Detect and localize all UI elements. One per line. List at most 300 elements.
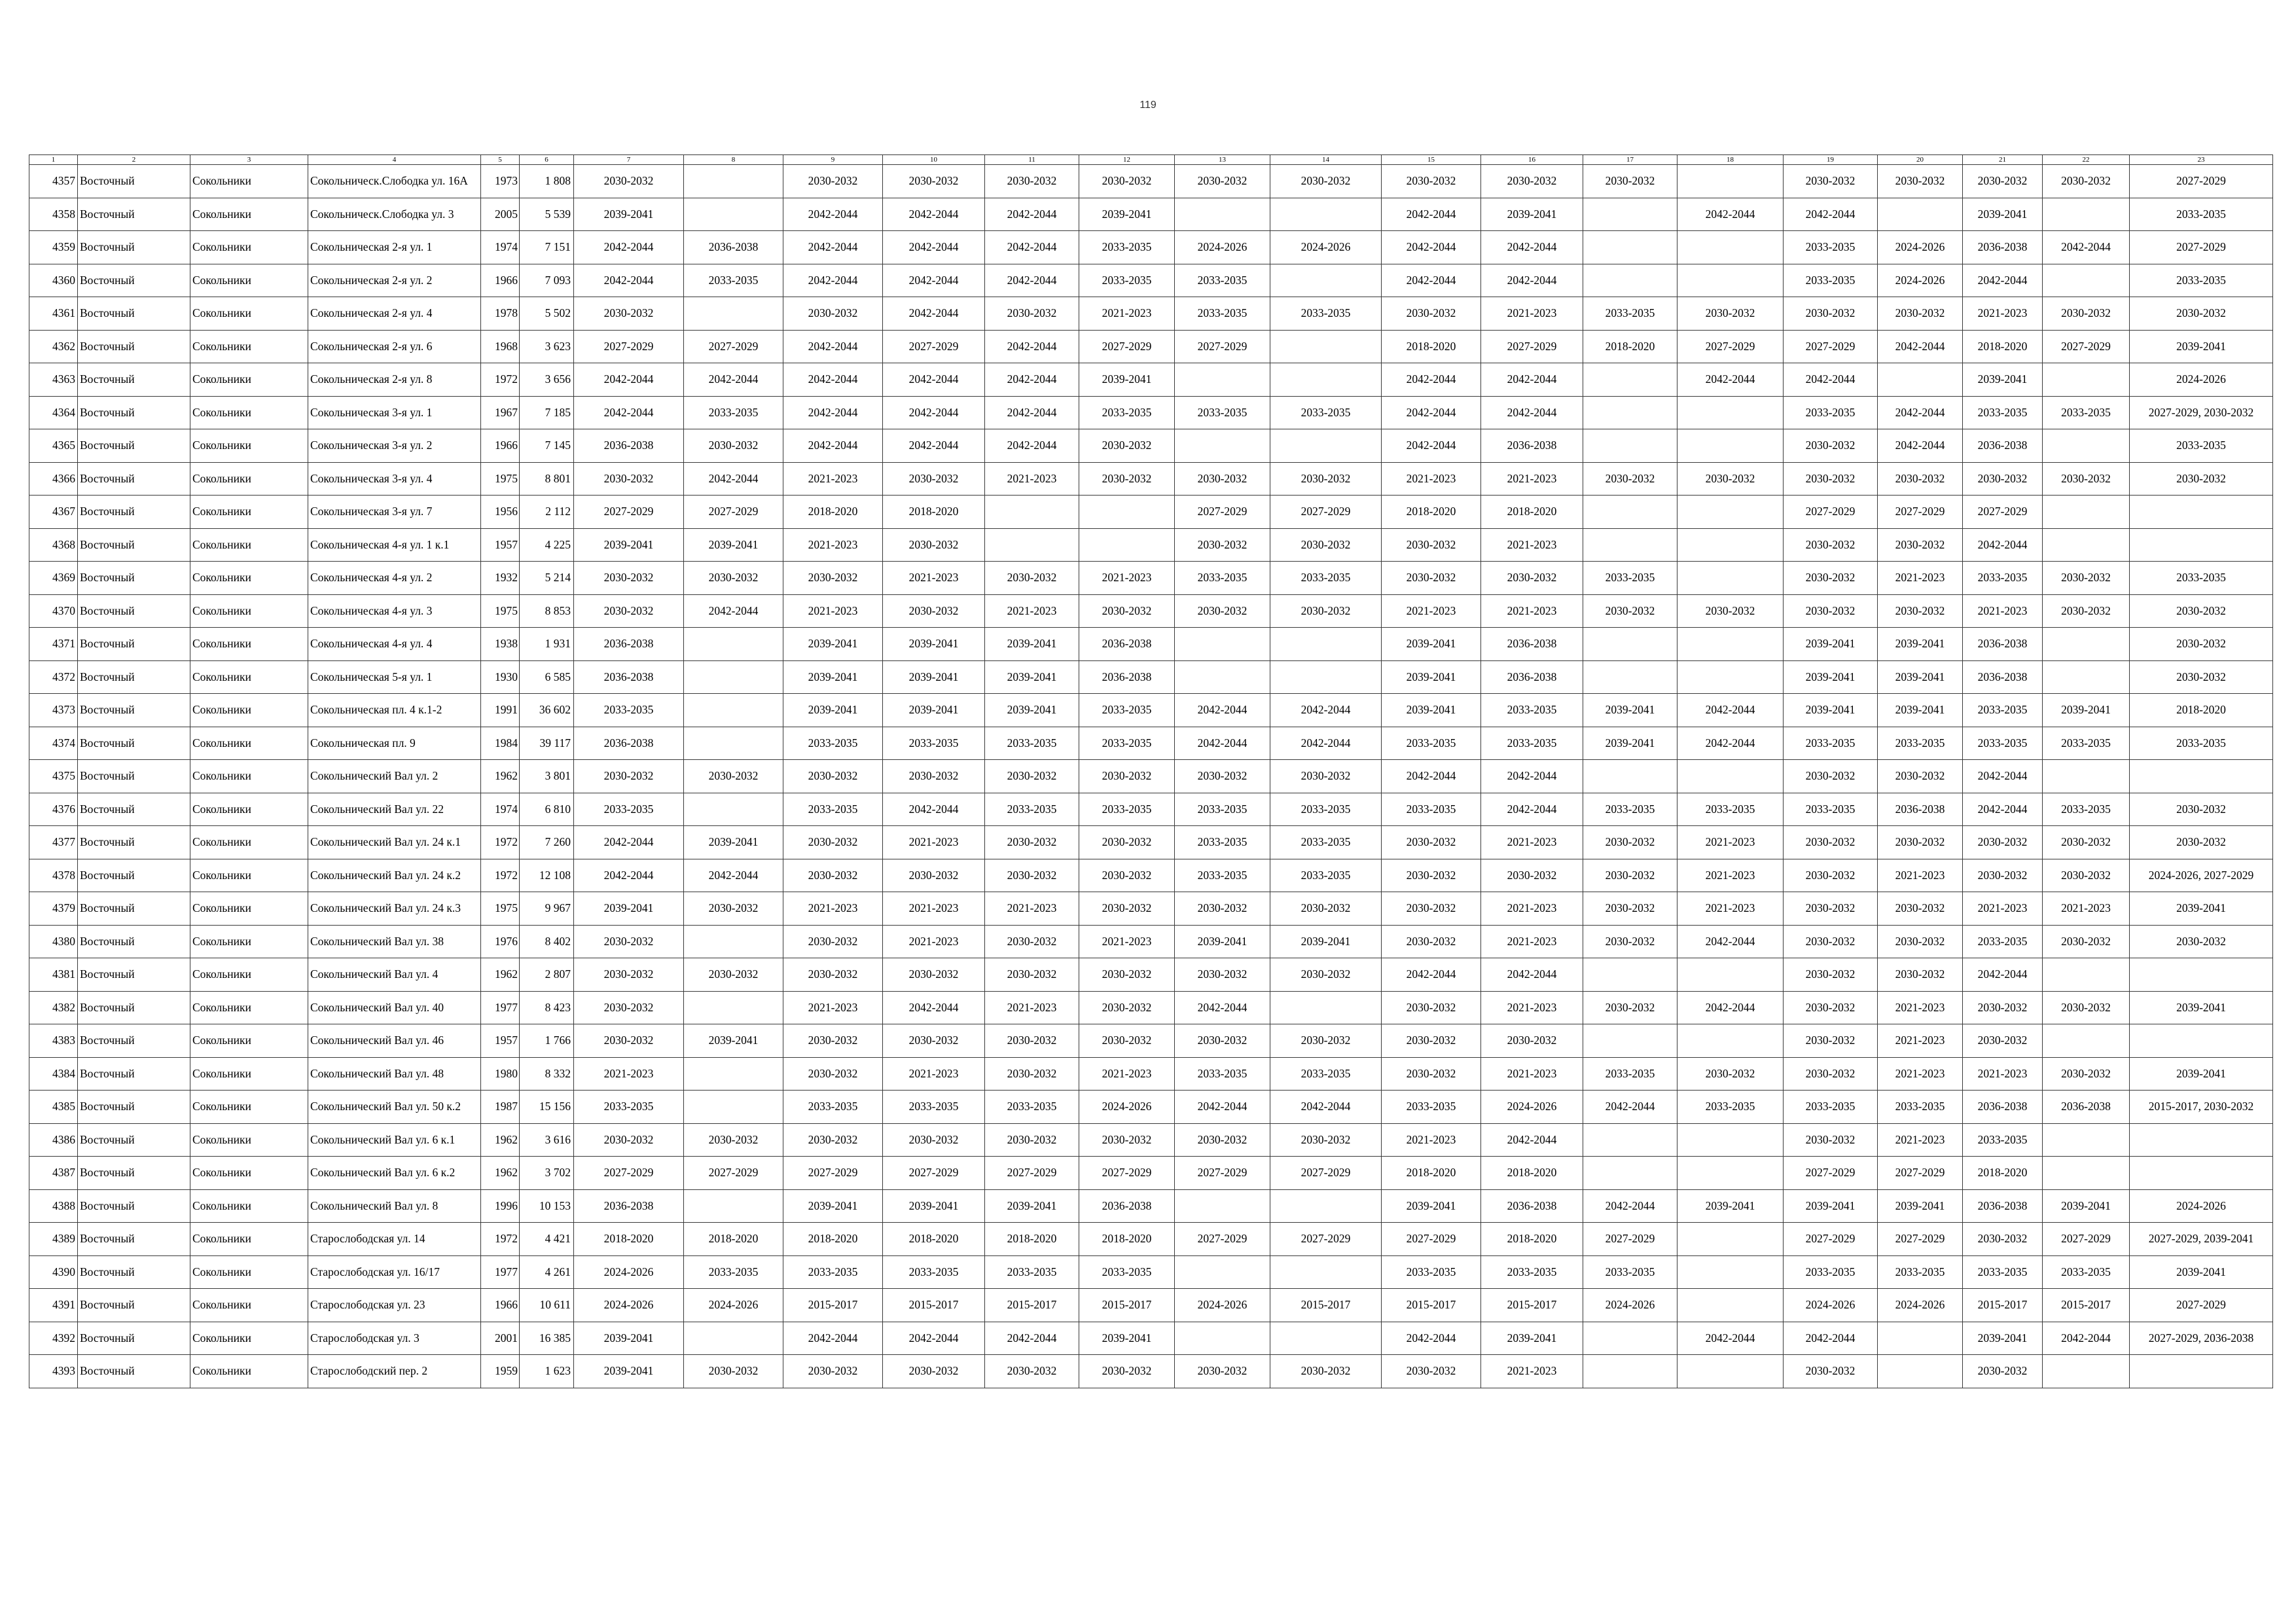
table-cell-col-10: 2042-2044 bbox=[883, 429, 985, 463]
table-cell-col-9: 2030-2032 bbox=[783, 1355, 883, 1388]
table-cell-col-12: 2033-2035 bbox=[1079, 396, 1175, 429]
table-cell-col-16: 2042-2044 bbox=[1481, 958, 1583, 992]
table-row bbox=[29, 793, 2273, 826]
table-cell-col-20: 2030-2032 bbox=[1878, 958, 1963, 992]
table-cell-col-14: 2030-2032 bbox=[1270, 528, 1382, 562]
table-cell-col-6: 7 151 bbox=[520, 231, 574, 264]
table-cell-col-12: 2033-2035 bbox=[1079, 727, 1175, 760]
table-cell-col-4: Сокольническая пл. 4 к.1-2 bbox=[308, 694, 481, 727]
table-cell-col-14: 2030-2032 bbox=[1270, 1024, 1382, 1058]
table-cell-col-7: 2039-2041 bbox=[574, 892, 684, 926]
column-number: 6 bbox=[520, 155, 574, 165]
table-cell-col-2: Восточный bbox=[78, 562, 190, 595]
table-cell-col-15: 2042-2044 bbox=[1382, 396, 1481, 429]
column-number: 16 bbox=[1481, 155, 1583, 165]
table-cell-col-10: 2042-2044 bbox=[883, 231, 985, 264]
table-cell-col-5: 1930 bbox=[481, 660, 520, 694]
table-cell-col-1: 4391 bbox=[29, 1289, 78, 1322]
table-cell-col-16: 2039-2041 bbox=[1481, 1322, 1583, 1355]
table-cell-col-12: 2036-2038 bbox=[1079, 628, 1175, 661]
table-cell-col-13: 2027-2029 bbox=[1175, 1157, 1270, 1190]
table-cell-col-18: 2042-2044 bbox=[1677, 925, 1784, 958]
table-cell-col-20: 2039-2041 bbox=[1878, 628, 1963, 661]
table-cell-col-19: 2030-2032 bbox=[1784, 925, 1878, 958]
table-cell-col-23: 2033-2035 bbox=[2130, 429, 2273, 463]
table-cell-col-6: 12 108 bbox=[520, 859, 574, 892]
table-cell-col-3: Сокольники bbox=[190, 826, 308, 859]
table-cell-col-6: 15 156 bbox=[520, 1091, 574, 1124]
table-cell-col-14 bbox=[1270, 628, 1382, 661]
table-cell-col-13 bbox=[1175, 1322, 1270, 1355]
table-cell-col-3: Сокольники bbox=[190, 1255, 308, 1289]
table-cell-col-19: 2033-2035 bbox=[1784, 727, 1878, 760]
table-cell-col-8 bbox=[684, 925, 783, 958]
table-cell-col-2: Восточный bbox=[78, 363, 190, 397]
table-cell-col-7: 2030-2032 bbox=[574, 462, 684, 496]
table-cell-col-8: 2018-2020 bbox=[684, 1223, 783, 1256]
table-cell-col-19: 2030-2032 bbox=[1784, 760, 1878, 793]
table-cell-col-22 bbox=[2043, 660, 2130, 694]
table-cell-col-1: 4366 bbox=[29, 462, 78, 496]
table-cell-col-14 bbox=[1270, 363, 1382, 397]
table-cell-col-21: 2036-2038 bbox=[1963, 1189, 2043, 1223]
table-cell-col-3: Сокольники bbox=[190, 264, 308, 297]
table-cell-col-23 bbox=[2130, 1157, 2273, 1190]
table-cell-col-10: 2042-2044 bbox=[883, 264, 985, 297]
table-cell-col-17 bbox=[1583, 628, 1677, 661]
table-row bbox=[29, 760, 2273, 793]
table-cell-col-21: 2033-2035 bbox=[1963, 1255, 2043, 1289]
table-cell-col-20: 2030-2032 bbox=[1878, 760, 1963, 793]
table-cell-col-17 bbox=[1583, 1322, 1677, 1355]
table-cell-col-14: 2042-2044 bbox=[1270, 1091, 1382, 1124]
table-cell-col-7: 2033-2035 bbox=[574, 793, 684, 826]
table-cell-col-10: 2018-2020 bbox=[883, 496, 985, 529]
table-cell-col-19: 2033-2035 bbox=[1784, 396, 1878, 429]
table-cell-col-20: 2042-2044 bbox=[1878, 330, 1963, 363]
table-cell-col-6: 8 423 bbox=[520, 991, 574, 1024]
table-cell-col-12: 2030-2032 bbox=[1079, 826, 1175, 859]
table-cell-col-14: 2033-2035 bbox=[1270, 1057, 1382, 1091]
column-number: 17 bbox=[1583, 155, 1677, 165]
table-cell-col-11: 2021-2023 bbox=[985, 462, 1079, 496]
table-cell-col-23: 2018-2020 bbox=[2130, 694, 2273, 727]
table-cell-col-11: 2030-2032 bbox=[985, 562, 1079, 595]
table-cell-col-16: 2021-2023 bbox=[1481, 297, 1583, 331]
table-cell-col-2: Восточный bbox=[78, 594, 190, 628]
table-cell-col-7: 2036-2038 bbox=[574, 429, 684, 463]
table-cell-col-15: 2018-2020 bbox=[1382, 330, 1481, 363]
table-cell-col-2: Восточный bbox=[78, 1223, 190, 1256]
table-cell-col-14: 2042-2044 bbox=[1270, 727, 1382, 760]
table-cell-col-4: Сокольнический Вал ул. 24 к.1 bbox=[308, 826, 481, 859]
table-cell-col-12: 2018-2020 bbox=[1079, 1223, 1175, 1256]
table-cell-col-6: 10 153 bbox=[520, 1189, 574, 1223]
table-cell-col-8: 2027-2029 bbox=[684, 330, 783, 363]
table-cell-col-3: Сокольники bbox=[190, 198, 308, 231]
table-cell-col-11: 2042-2044 bbox=[985, 1322, 1079, 1355]
table-cell-col-22 bbox=[2043, 760, 2130, 793]
table-cell-col-20: 2033-2035 bbox=[1878, 1091, 1963, 1124]
table-cell-col-1: 4377 bbox=[29, 826, 78, 859]
table-cell-col-13: 2024-2026 bbox=[1175, 231, 1270, 264]
table-cell-col-11: 2033-2035 bbox=[985, 1091, 1079, 1124]
table-cell-col-20: 2033-2035 bbox=[1878, 727, 1963, 760]
table-cell-col-8: 2036-2038 bbox=[684, 231, 783, 264]
table-cell-col-20: 2021-2023 bbox=[1878, 859, 1963, 892]
table-cell-col-6: 1 623 bbox=[520, 1355, 574, 1388]
table-cell-col-23: 2030-2032 bbox=[2130, 297, 2273, 331]
table-cell-col-9: 2030-2032 bbox=[783, 760, 883, 793]
table-cell-col-6: 1 808 bbox=[520, 165, 574, 198]
table-cell-col-1: 4360 bbox=[29, 264, 78, 297]
table-cell-col-15: 2030-2032 bbox=[1382, 925, 1481, 958]
table-cell-col-8: 2030-2032 bbox=[684, 1355, 783, 1388]
table-cell-col-11: 2030-2032 bbox=[985, 859, 1079, 892]
table-cell-col-1: 4387 bbox=[29, 1157, 78, 1190]
column-number: 1 bbox=[29, 155, 78, 165]
table-cell-col-18 bbox=[1677, 1255, 1784, 1289]
table-cell-col-18 bbox=[1677, 496, 1784, 529]
table-cell-col-21: 2033-2035 bbox=[1963, 727, 2043, 760]
table-cell-col-20 bbox=[1878, 198, 1963, 231]
table-row bbox=[29, 859, 2273, 892]
table-cell-col-23 bbox=[2130, 760, 2273, 793]
table-cell-col-11: 2039-2041 bbox=[985, 694, 1079, 727]
table-cell-col-12: 2039-2041 bbox=[1079, 363, 1175, 397]
table-cell-col-3: Сокольники bbox=[190, 859, 308, 892]
table-cell-col-9: 2039-2041 bbox=[783, 660, 883, 694]
table-row bbox=[29, 1255, 2273, 1289]
table-cell-col-10: 2033-2035 bbox=[883, 1091, 985, 1124]
table-cell-col-3: Сокольники bbox=[190, 330, 308, 363]
table-cell-col-18 bbox=[1677, 1157, 1784, 1190]
table-cell-col-23: 2024-2026 bbox=[2130, 363, 2273, 397]
table-cell-col-2: Восточный bbox=[78, 496, 190, 529]
table-cell-col-23: 2030-2032 bbox=[2130, 660, 2273, 694]
table-cell-col-9: 2015-2017 bbox=[783, 1289, 883, 1322]
table-cell-col-23: 2039-2041 bbox=[2130, 892, 2273, 926]
table-cell-col-5: 1972 bbox=[481, 1223, 520, 1256]
table-cell-col-15: 2030-2032 bbox=[1382, 859, 1481, 892]
table-cell-col-7: 2030-2032 bbox=[574, 165, 684, 198]
table-cell-col-16: 2039-2041 bbox=[1481, 198, 1583, 231]
table-cell-col-6: 1 766 bbox=[520, 1024, 574, 1058]
table-cell-col-5: 1962 bbox=[481, 760, 520, 793]
table-cell-col-14: 2039-2041 bbox=[1270, 925, 1382, 958]
table-cell-col-14: 2030-2032 bbox=[1270, 1355, 1382, 1388]
table-cell-col-4: Сокольническ.Слободка ул. 16А bbox=[308, 165, 481, 198]
table-cell-col-7: 2030-2032 bbox=[574, 958, 684, 992]
table-cell-col-23: 2027-2029 bbox=[2130, 165, 2273, 198]
table-cell-col-15: 2021-2023 bbox=[1382, 1123, 1481, 1157]
table-cell-col-6: 4 225 bbox=[520, 528, 574, 562]
table-cell-col-17: 2027-2029 bbox=[1583, 1223, 1677, 1256]
table-row bbox=[29, 1355, 2273, 1388]
table-cell-col-13: 2042-2044 bbox=[1175, 991, 1270, 1024]
table-cell-col-15: 2033-2035 bbox=[1382, 793, 1481, 826]
table-cell-col-15: 2042-2044 bbox=[1382, 958, 1481, 992]
table-cell-col-14: 2033-2035 bbox=[1270, 396, 1382, 429]
table-cell-col-5: 1975 bbox=[481, 892, 520, 926]
table-cell-col-6: 1 931 bbox=[520, 628, 574, 661]
table-cell-col-9: 2039-2041 bbox=[783, 1189, 883, 1223]
table-cell-col-11: 2033-2035 bbox=[985, 1255, 1079, 1289]
table-cell-col-1: 4385 bbox=[29, 1091, 78, 1124]
table-cell-col-7: 2024-2026 bbox=[574, 1255, 684, 1289]
table-cell-col-12: 2033-2035 bbox=[1079, 231, 1175, 264]
table-cell-col-23: 2039-2041 bbox=[2130, 330, 2273, 363]
table-cell-col-21: 2030-2032 bbox=[1963, 462, 2043, 496]
table-row bbox=[29, 363, 2273, 397]
table-cell-col-3: Сокольники bbox=[190, 496, 308, 529]
column-number: 7 bbox=[574, 155, 684, 165]
table-cell-col-4: Сокольническая 4-я ул. 4 bbox=[308, 628, 481, 661]
column-number: 11 bbox=[985, 155, 1079, 165]
table-cell-col-15: 2018-2020 bbox=[1382, 1157, 1481, 1190]
table-cell-col-10: 2033-2035 bbox=[883, 1255, 985, 1289]
table-cell-col-1: 4365 bbox=[29, 429, 78, 463]
table-cell-col-20: 2027-2029 bbox=[1878, 1223, 1963, 1256]
table-cell-col-3: Сокольники bbox=[190, 760, 308, 793]
table-cell-col-10: 2021-2023 bbox=[883, 892, 985, 926]
table-cell-col-14: 2027-2029 bbox=[1270, 1157, 1382, 1190]
table-cell-col-2: Восточный bbox=[78, 892, 190, 926]
table-cell-col-9: 2027-2029 bbox=[783, 1157, 883, 1190]
table-cell-col-1: 4392 bbox=[29, 1322, 78, 1355]
table-cell-col-10: 2039-2041 bbox=[883, 628, 985, 661]
table-cell-col-20: 2021-2023 bbox=[1878, 1123, 1963, 1157]
table-cell-col-9: 2042-2044 bbox=[783, 363, 883, 397]
table-cell-col-2: Восточный bbox=[78, 231, 190, 264]
table-cell-col-14: 2024-2026 bbox=[1270, 231, 1382, 264]
table-cell-col-2: Восточный bbox=[78, 1091, 190, 1124]
table-cell-col-17: 2033-2035 bbox=[1583, 1255, 1677, 1289]
table-cell-col-3: Сокольники bbox=[190, 1223, 308, 1256]
table-cell-col-19: 2027-2029 bbox=[1784, 1157, 1878, 1190]
page-number: 119 bbox=[1139, 99, 1157, 111]
table-cell-col-9: 2030-2032 bbox=[783, 1123, 883, 1157]
table-cell-col-5: 1966 bbox=[481, 264, 520, 297]
table-cell-col-21: 2036-2038 bbox=[1963, 628, 2043, 661]
table-cell-col-13: 2042-2044 bbox=[1175, 1091, 1270, 1124]
table-cell-col-10: 2033-2035 bbox=[883, 727, 985, 760]
table-cell-col-22 bbox=[2043, 198, 2130, 231]
table-cell-col-17 bbox=[1583, 198, 1677, 231]
table-cell-col-10: 2030-2032 bbox=[883, 528, 985, 562]
table-cell-col-11: 2030-2032 bbox=[985, 1024, 1079, 1058]
table-cell-col-23: 2027-2029 bbox=[2130, 1289, 2273, 1322]
table-cell-col-14: 2027-2029 bbox=[1270, 496, 1382, 529]
table-cell-col-5: 1959 bbox=[481, 1355, 520, 1388]
table-cell-col-18: 2033-2035 bbox=[1677, 793, 1784, 826]
table-cell-col-13: 2033-2035 bbox=[1175, 297, 1270, 331]
table-cell-col-23: 2027-2029, 2030-2032 bbox=[2130, 396, 2273, 429]
table-cell-col-9: 2039-2041 bbox=[783, 694, 883, 727]
table-cell-col-12: 2024-2026 bbox=[1079, 1091, 1175, 1124]
table-cell-col-12: 2036-2038 bbox=[1079, 1189, 1175, 1223]
table-cell-col-20: 2039-2041 bbox=[1878, 1189, 1963, 1223]
table-cell-col-1: 4380 bbox=[29, 925, 78, 958]
table-cell-col-21: 2042-2044 bbox=[1963, 793, 2043, 826]
table-cell-col-3: Сокольники bbox=[190, 297, 308, 331]
column-number: 8 bbox=[684, 155, 783, 165]
table-cell-col-10: 2030-2032 bbox=[883, 859, 985, 892]
table-cell-col-21: 2036-2038 bbox=[1963, 231, 2043, 264]
table-cell-col-21: 2021-2023 bbox=[1963, 297, 2043, 331]
table-row bbox=[29, 528, 2273, 562]
table-cell-col-19: 2030-2032 bbox=[1784, 892, 1878, 926]
table-cell-col-15: 2030-2032 bbox=[1382, 1057, 1481, 1091]
table-cell-col-2: Восточный bbox=[78, 330, 190, 363]
table-cell-col-22: 2030-2032 bbox=[2043, 462, 2130, 496]
table-cell-col-11: 2042-2044 bbox=[985, 363, 1079, 397]
table-cell-col-12: 2021-2023 bbox=[1079, 925, 1175, 958]
table-cell-col-5: 1932 bbox=[481, 562, 520, 595]
table-cell-col-1: 4371 bbox=[29, 628, 78, 661]
table-cell-col-14 bbox=[1270, 991, 1382, 1024]
table-cell-col-22 bbox=[2043, 958, 2130, 992]
table-cell-col-2: Восточный bbox=[78, 396, 190, 429]
table-cell-col-20: 2030-2032 bbox=[1878, 892, 1963, 926]
table-cell-col-22: 2033-2035 bbox=[2043, 1255, 2130, 1289]
table-cell-col-3: Сокольники bbox=[190, 727, 308, 760]
table-cell-col-11: 2042-2044 bbox=[985, 396, 1079, 429]
table-cell-col-20: 2027-2029 bbox=[1878, 496, 1963, 529]
table-cell-col-19: 2042-2044 bbox=[1784, 1322, 1878, 1355]
table-cell-col-5: 1972 bbox=[481, 363, 520, 397]
column-number: 13 bbox=[1175, 155, 1270, 165]
table-cell-col-22 bbox=[2043, 1157, 2130, 1190]
table-cell-col-14: 2015-2017 bbox=[1270, 1289, 1382, 1322]
table-cell-col-16: 2042-2044 bbox=[1481, 793, 1583, 826]
table-cell-col-21: 2021-2023 bbox=[1963, 594, 2043, 628]
table-cell-col-15: 2042-2044 bbox=[1382, 760, 1481, 793]
table-cell-col-18 bbox=[1677, 628, 1784, 661]
table-cell-col-20: 2030-2032 bbox=[1878, 925, 1963, 958]
table-cell-col-4: Сокольнический Вал ул. 24 к.2 bbox=[308, 859, 481, 892]
table-cell-col-21: 2030-2032 bbox=[1963, 165, 2043, 198]
column-number: 12 bbox=[1079, 155, 1175, 165]
table-cell-col-5: 1966 bbox=[481, 429, 520, 463]
table-cell-col-15: 2030-2032 bbox=[1382, 1355, 1481, 1388]
table-cell-col-7: 2039-2041 bbox=[574, 1355, 684, 1388]
table-cell-col-9: 2030-2032 bbox=[783, 958, 883, 992]
table-cell-col-17: 2018-2020 bbox=[1583, 330, 1677, 363]
table-cell-col-18: 2042-2044 bbox=[1677, 1322, 1784, 1355]
table-cell-col-19: 2030-2032 bbox=[1784, 958, 1878, 992]
table-cell-col-15: 2039-2041 bbox=[1382, 694, 1481, 727]
table-cell-col-19: 2030-2032 bbox=[1784, 1355, 1878, 1388]
table-cell-col-21: 2033-2035 bbox=[1963, 694, 2043, 727]
table-cell-col-2: Восточный bbox=[78, 1024, 190, 1058]
table-cell-col-5: 1975 bbox=[481, 462, 520, 496]
table-cell-col-5: 1974 bbox=[481, 793, 520, 826]
table-cell-col-17: 2033-2035 bbox=[1583, 793, 1677, 826]
table-cell-col-11: 2042-2044 bbox=[985, 429, 1079, 463]
table-cell-col-19: 2039-2041 bbox=[1784, 1189, 1878, 1223]
table-cell-col-3: Сокольники bbox=[190, 528, 308, 562]
table-cell-col-20: 2039-2041 bbox=[1878, 660, 1963, 694]
table-cell-col-9: 2042-2044 bbox=[783, 198, 883, 231]
table-cell-col-7: 2033-2035 bbox=[574, 694, 684, 727]
table-cell-col-2: Восточный bbox=[78, 462, 190, 496]
table-row bbox=[29, 660, 2273, 694]
table-cell-col-10: 2039-2041 bbox=[883, 1189, 985, 1223]
table-cell-col-16: 2042-2044 bbox=[1481, 264, 1583, 297]
table-cell-col-15: 2042-2044 bbox=[1382, 429, 1481, 463]
table-cell-col-1: 4361 bbox=[29, 297, 78, 331]
table-cell-col-6: 7 185 bbox=[520, 396, 574, 429]
table-cell-col-4: Старослободская ул. 16/17 bbox=[308, 1255, 481, 1289]
table-cell-col-19: 2030-2032 bbox=[1784, 528, 1878, 562]
table-cell-col-22: 2030-2032 bbox=[2043, 925, 2130, 958]
table-cell-col-1: 4372 bbox=[29, 660, 78, 694]
column-number: 23 bbox=[2130, 155, 2273, 165]
table-cell-col-5: 1957 bbox=[481, 1024, 520, 1058]
table-cell-col-20: 2021-2023 bbox=[1878, 1057, 1963, 1091]
table-cell-col-4: Сокольнический Вал ул. 38 bbox=[308, 925, 481, 958]
table-cell-col-7: 2024-2026 bbox=[574, 1289, 684, 1322]
table-cell-col-13: 2033-2035 bbox=[1175, 1057, 1270, 1091]
table-row bbox=[29, 1091, 2273, 1124]
table-cell-col-3: Сокольники bbox=[190, 1189, 308, 1223]
table-cell-col-14: 2033-2035 bbox=[1270, 859, 1382, 892]
table-cell-col-23: 2024-2026 bbox=[2130, 1189, 2273, 1223]
table-cell-col-10: 2042-2044 bbox=[883, 363, 985, 397]
table-cell-col-21: 2036-2038 bbox=[1963, 660, 2043, 694]
table-cell-col-1: 4358 bbox=[29, 198, 78, 231]
table-cell-col-17 bbox=[1583, 528, 1677, 562]
table-cell-col-1: 4386 bbox=[29, 1123, 78, 1157]
table-cell-col-19: 2030-2032 bbox=[1784, 826, 1878, 859]
table-cell-col-12: 2027-2029 bbox=[1079, 1157, 1175, 1190]
table-cell-col-4: Старослободская ул. 14 bbox=[308, 1223, 481, 1256]
table-cell-col-1: 4379 bbox=[29, 892, 78, 926]
table-cell-col-20: 2030-2032 bbox=[1878, 297, 1963, 331]
table-cell-col-7: 2042-2044 bbox=[574, 231, 684, 264]
table-cell-col-22: 2042-2044 bbox=[2043, 1322, 2130, 1355]
table-cell-col-5: 1962 bbox=[481, 958, 520, 992]
table-cell-col-1: 4376 bbox=[29, 793, 78, 826]
table-cell-col-12: 2015-2017 bbox=[1079, 1289, 1175, 1322]
column-number-row bbox=[29, 155, 2273, 165]
table-cell-col-11: 2030-2032 bbox=[985, 1355, 1079, 1388]
table-cell-col-17: 2030-2032 bbox=[1583, 859, 1677, 892]
table-cell-col-15: 2033-2035 bbox=[1382, 1091, 1481, 1124]
table-cell-col-2: Восточный bbox=[78, 793, 190, 826]
table-cell-col-8 bbox=[684, 694, 783, 727]
table-cell-col-4: Сокольническая пл. 9 bbox=[308, 727, 481, 760]
table-cell-col-18: 2021-2023 bbox=[1677, 859, 1784, 892]
table-cell-col-7: 2027-2029 bbox=[574, 330, 684, 363]
table-cell-col-17: 2030-2032 bbox=[1583, 594, 1677, 628]
table-cell-col-22: 2030-2032 bbox=[2043, 1057, 2130, 1091]
table-cell-col-16: 2042-2044 bbox=[1481, 396, 1583, 429]
table-cell-col-8: 2042-2044 bbox=[684, 859, 783, 892]
table-cell-col-11: 2030-2032 bbox=[985, 1057, 1079, 1091]
table-cell-col-20: 2042-2044 bbox=[1878, 396, 1963, 429]
table-cell-col-20: 2021-2023 bbox=[1878, 562, 1963, 595]
table-cell-col-10: 2021-2023 bbox=[883, 1057, 985, 1091]
table-cell-col-21: 2039-2041 bbox=[1963, 363, 2043, 397]
table-cell-col-12: 2039-2041 bbox=[1079, 1322, 1175, 1355]
table-cell-col-4: Сокольническая 4-я ул. 3 bbox=[308, 594, 481, 628]
table-cell-col-7: 2042-2044 bbox=[574, 859, 684, 892]
table-cell-col-5: 1973 bbox=[481, 165, 520, 198]
table-cell-col-8 bbox=[684, 793, 783, 826]
table-cell-col-12: 2021-2023 bbox=[1079, 1057, 1175, 1091]
